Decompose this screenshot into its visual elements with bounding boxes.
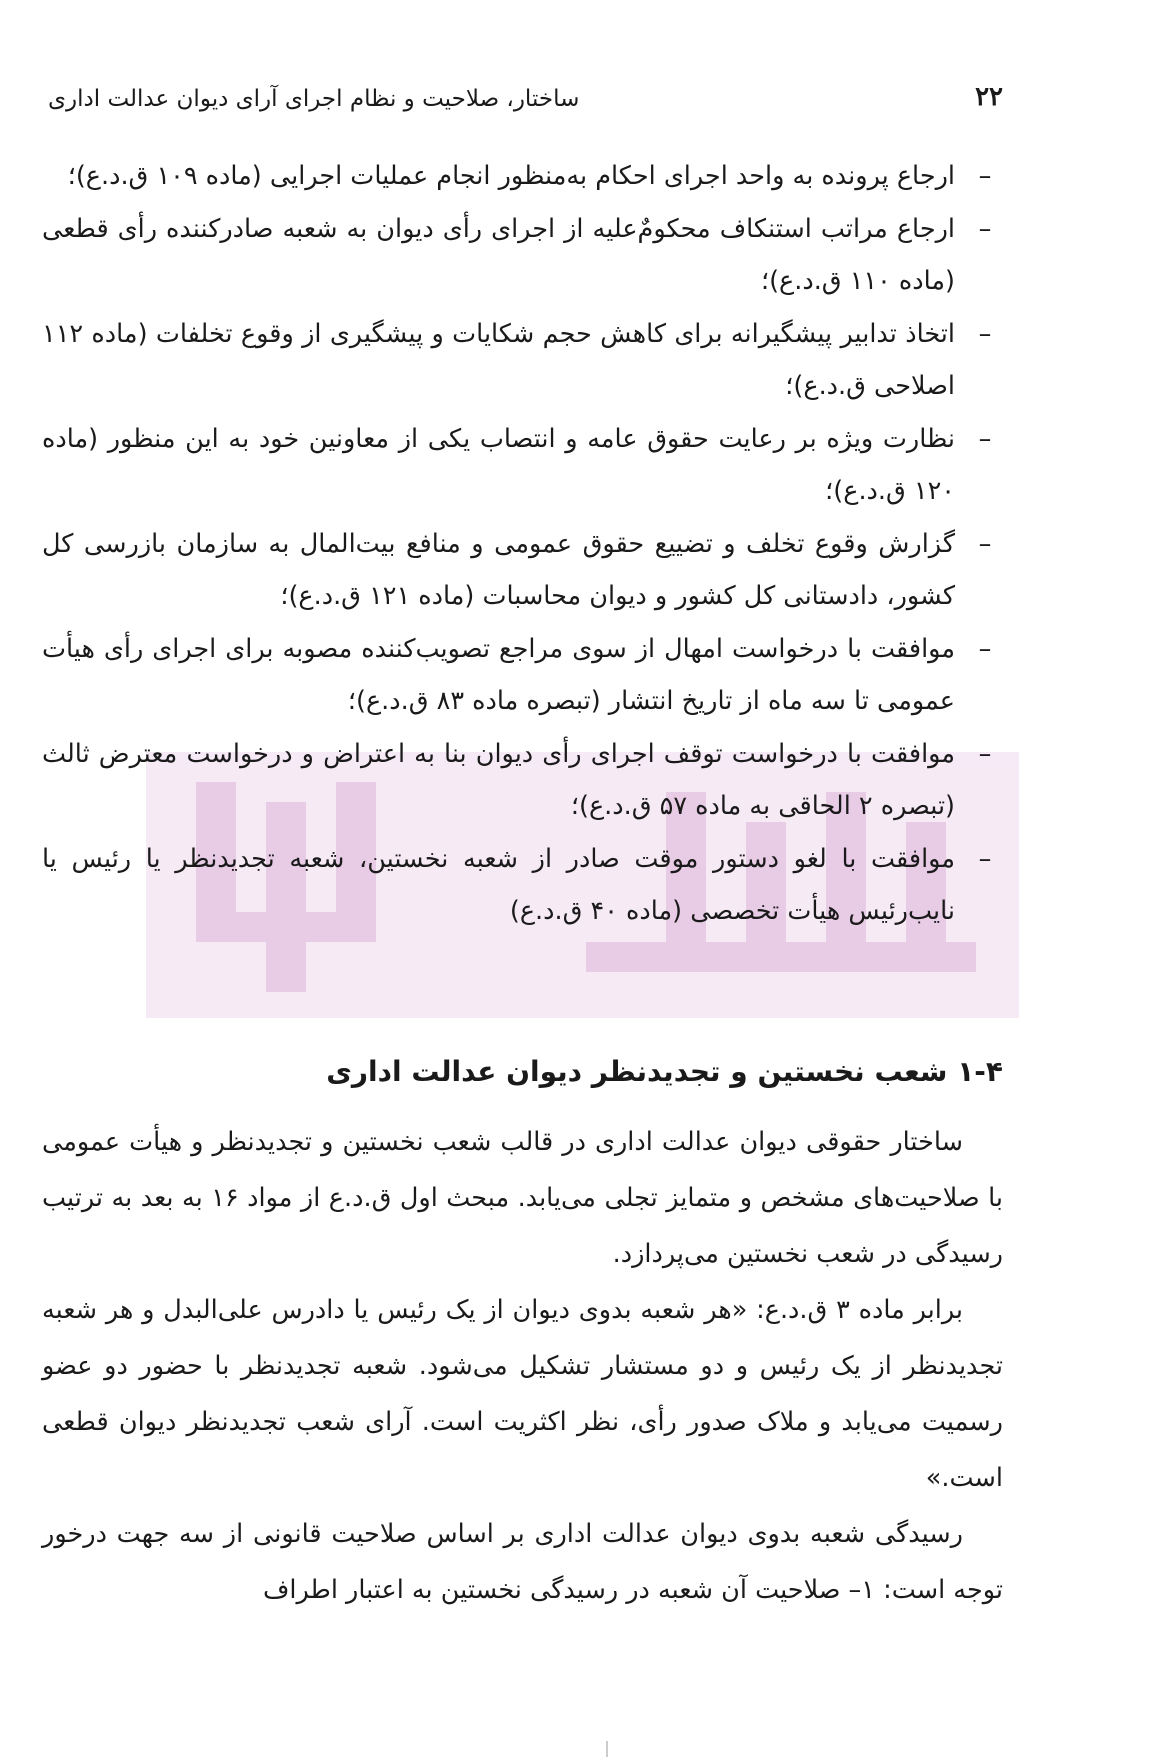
list-item: [42, 203, 1003, 308]
running-title: ساختار، صلاحیت و نظام اجرای آرای دیوان عدالت اداری: [48, 86, 580, 112]
list-item-text: موافقت با لغو دستور موقت صادر از شعبه نخستین، شعبه تجدیدنظر یا رئیس یا نایب‌رئیس هیأت تخصصی (ماده ۴۰ ق.د.ع): [42, 843, 955, 926]
list-item: [42, 833, 1003, 938]
list-item-text: موافقت با درخواست توقف اجرای رأی دیوان بنا به اعتراض و درخواست معترض ثالث (تبصره ۲ الحاقی به ماده ۵۷ ق.د.ع)؛: [42, 738, 955, 821]
list-item: [42, 623, 1003, 728]
list-item-text: ارجاع مراتب استنکاف محکومٌ‌علیه از اجرای رأی دیوان به شعبه صادرکننده رأی قطعی (ماده ۱۱۰ ق.د.ع)؛: [42, 213, 955, 296]
scan-mark: [606, 1741, 608, 1757]
bullet-dash: –: [978, 423, 992, 454]
bullet-dash: –: [978, 161, 992, 191]
list-item-text: گزارش وقوع تخلف و تضییع حقوق عمومی و منافع بیت‌المال به سازمان بازرسی کل کشور، دادستانی کل کشور و دیوان محاسبات (ماده ۱۲۱ ق.د.ع)؛: [42, 528, 955, 611]
list-item-text: اتخاذ تدابیر پیشگیرانه برای کاهش حجم شکایات و پیشگیری از وقوع تخلفات (ماده ۱۱۲ اصلاحی ق.د.ع)؛: [42, 318, 955, 401]
bullet-dash: –: [978, 633, 992, 664]
page-header: [48, 72, 1003, 120]
bullet-dash: –: [978, 528, 992, 559]
list-item: [42, 413, 1003, 518]
bullet-dash: –: [978, 738, 992, 769]
list-item: [42, 150, 1003, 203]
bullet-list: [42, 150, 1003, 938]
paragraph: رسیدگی شعبه بدوی دیوان عدالت اداری بر اساس صلاحیت قانونی از سه جهت درخور توجه است: ۱– صلاحیت آن شعبه در رسیدگی نخستین به اعتبار اطراف: [42, 1519, 1003, 1605]
list-item: [42, 728, 1003, 833]
list-item: [42, 518, 1003, 623]
page-number: ۲۲: [975, 82, 1003, 112]
bullet-dash: –: [978, 843, 992, 874]
list-item-text: ارجاع پرونده به واحد اجرای احکام به‌منظور انجام عملیات اجرایی (ماده ۱۰۹ ق.د.ع)؛: [67, 161, 955, 191]
paragraph: برابر ماده ۳ ق.د.ع: «هر شعبه بدوی دیوان از یک رئیس یا دادرس علی‌البدل و هر شعبه تجدیدنظر از یک رئیس و دو مستشار تشکیل می‌شود. شعبه تجدیدنظر با حضور دو عضو رسمیت می‌یابد و ملاک صدور رأی، نظر اکثریت است. آرای شعب تجدیدنظر دیوان قطعی است.»: [42, 1295, 1003, 1493]
list-item: [42, 308, 1003, 413]
list-item-text: نظارت ویژه بر رعایت حقوق عامه و انتصاب یکی از معاونین خود به این منظور (ماده ۱۲۰ ق.د.ع)؛: [42, 423, 955, 506]
section-heading: ۱-۴ شعب نخستین و تجدیدنظر دیوان عدالت اداری: [326, 1055, 1003, 1088]
list-item-text: موافقت با درخواست امهال از سوی مراجع تصویب‌کننده مصوبه برای اجرای رأی هیأت عمومی تا سه ماه از تاریخ انتشار (تبصره ماده ۸۳ ق.د.ع)؛: [42, 633, 955, 716]
bullet-dash: –: [978, 318, 992, 349]
paragraph: ساختار حقوقی دیوان عدالت اداری در قالب شعب نخستین و تجدیدنظر و هیأت عمومی با صلاحیت‌های مشخص و متمایز تجلی می‌یابد. مبحث اول ق.د.ع از مواد ۱۶ به بعد به ترتیب رسیدگی در شعب نخستین می‌پردازد.: [42, 1127, 1003, 1269]
bullet-dash: –: [978, 213, 992, 244]
section: [42, 1040, 1003, 1618]
